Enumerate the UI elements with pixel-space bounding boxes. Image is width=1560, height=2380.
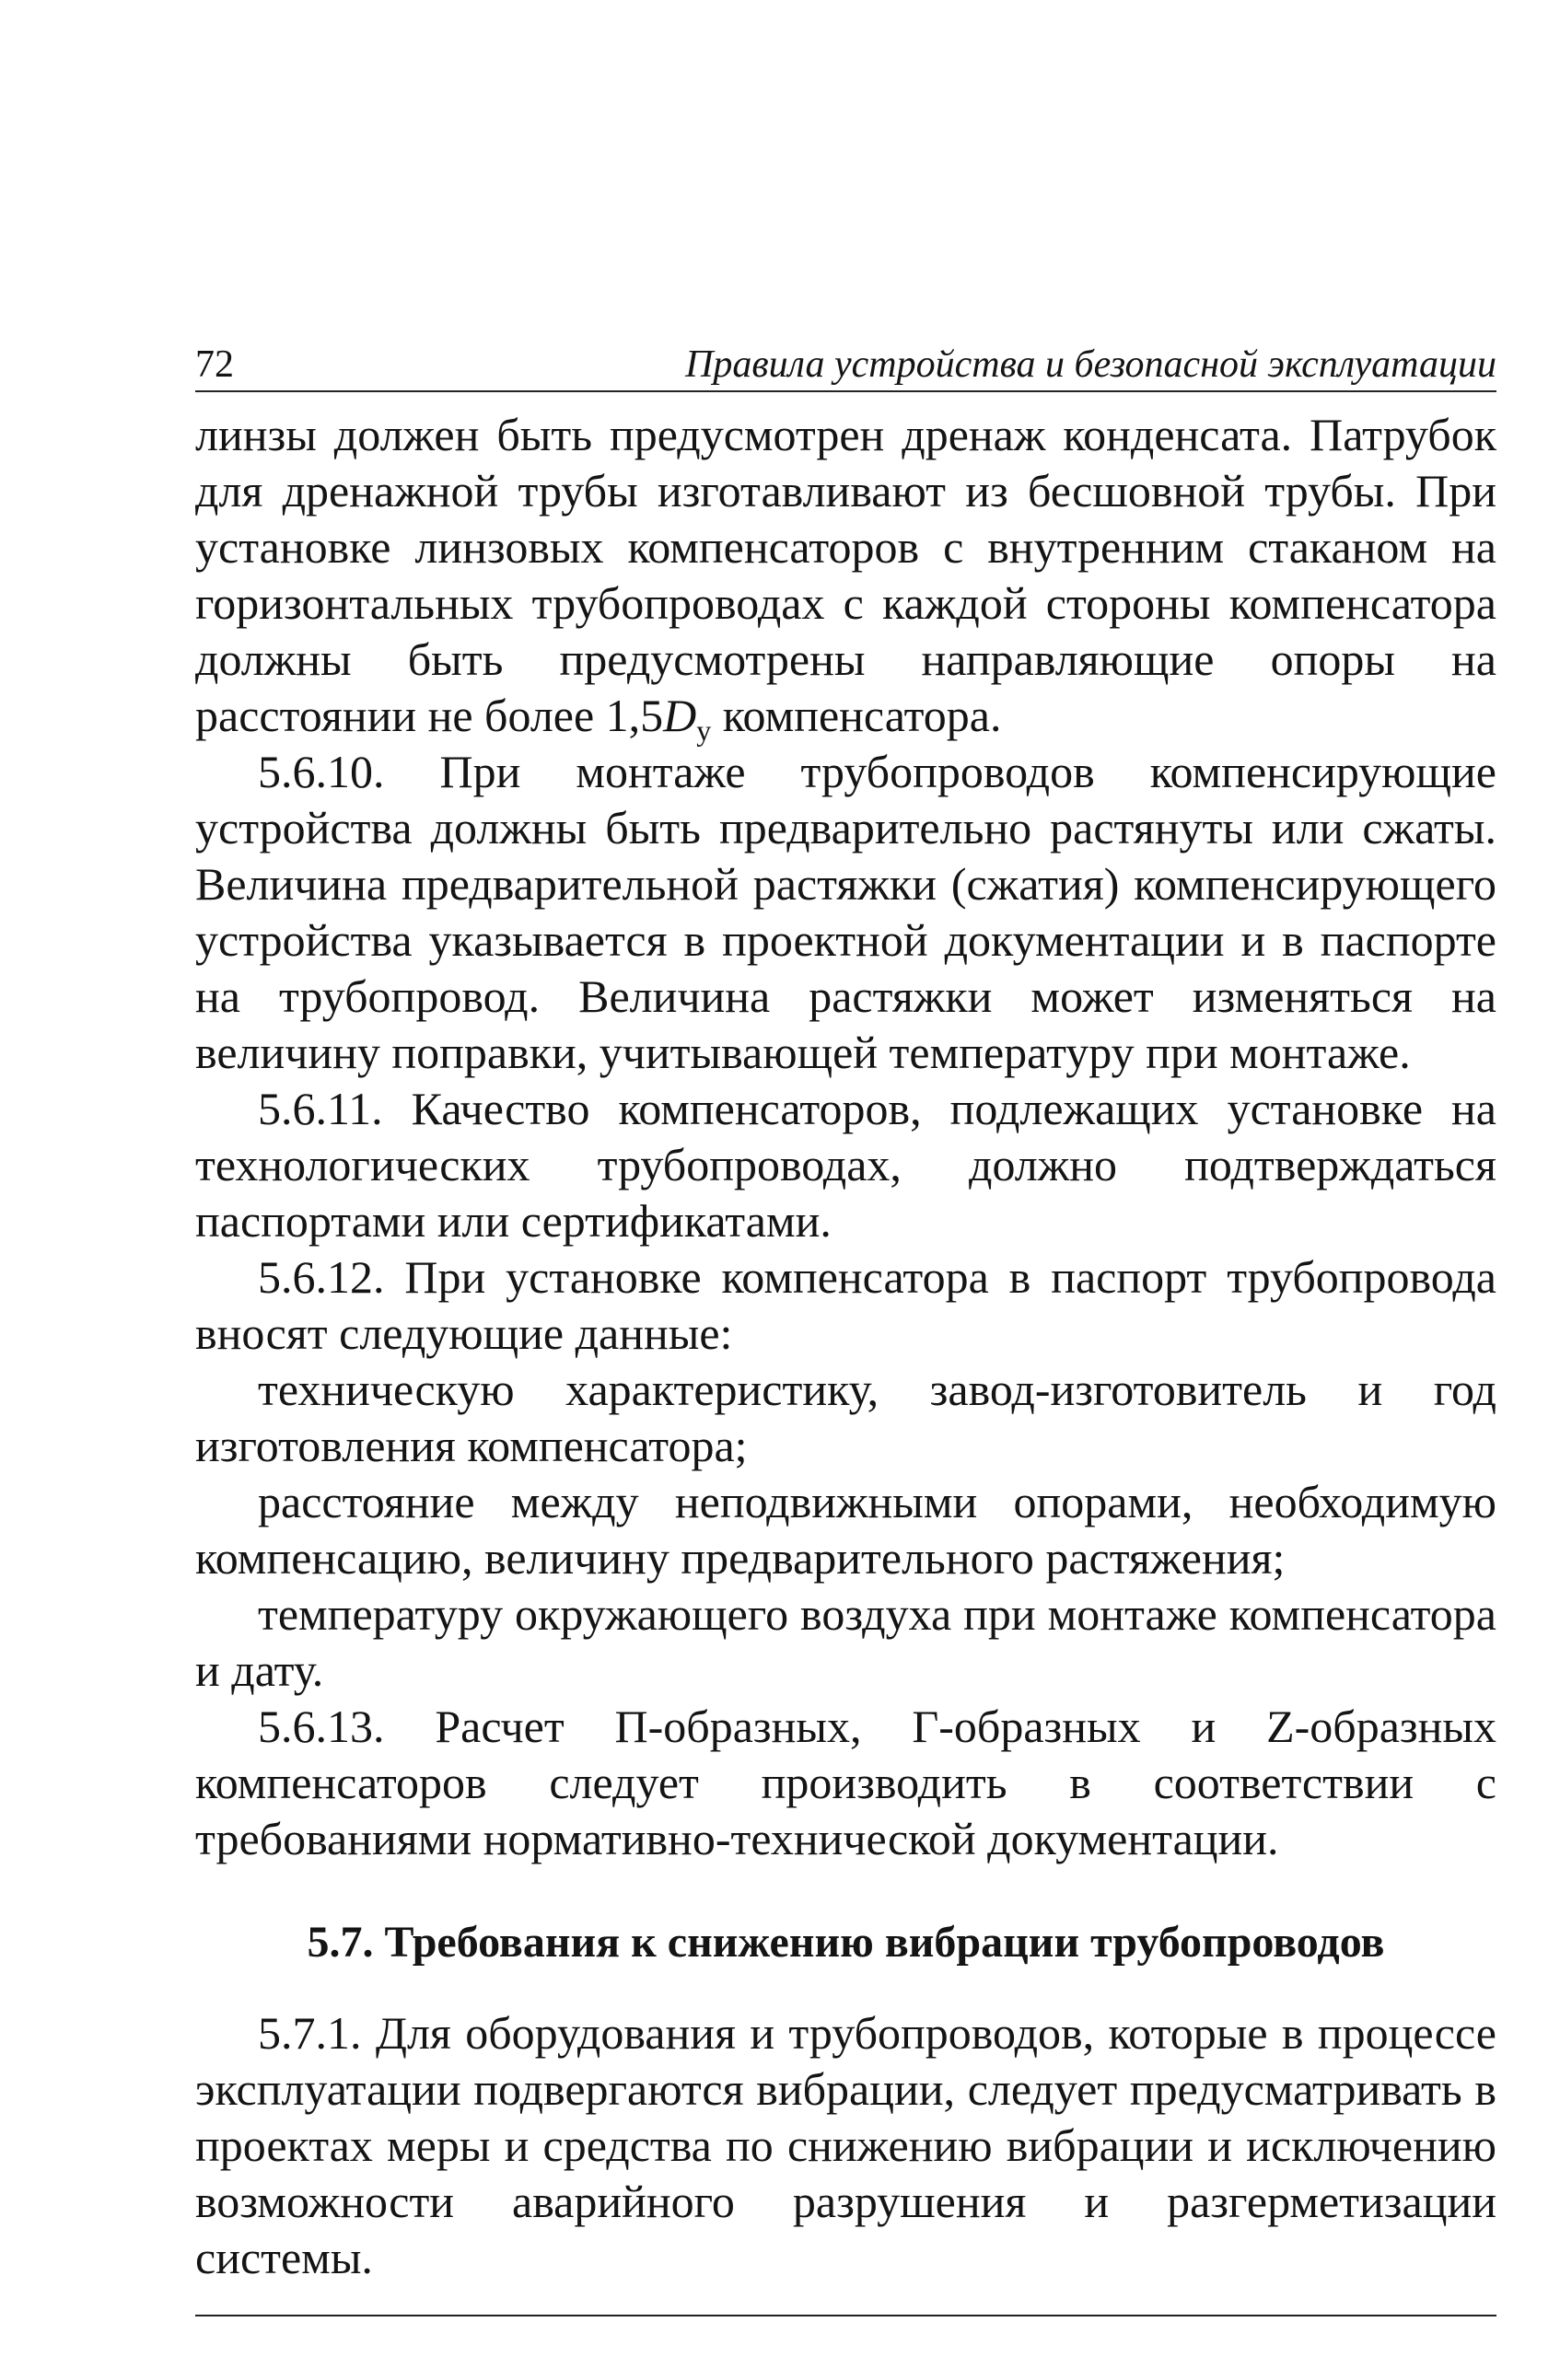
paragraph-5-6-10: 5.6.10. При монтаже трубопроводов компенсирующие устройства должны быть предварительно растянуты или сжаты. Величина предварительной растяжки (сжатия) компенсирующего устройства указывается в проектной документации и в паспорте на трубопровод. Величина растяжки может изменяться на величину поправки, учитывающей температуру при монтаже. xyxy=(195,746,1496,1078)
paragraph-text-end: компенсатора. xyxy=(711,690,1002,741)
document-page xyxy=(195,342,1496,2286)
paragraph-5-7-1: 5.7.1. Для оборудования и трубопроводов, которые в процессе эксплуатации подвергаются вибрации, следует предусматривать в проектах меры и средства по снижению вибрации и исключению возможности аварийного разрушения и разгерметизации системы. xyxy=(195,2007,1496,2283)
footer-divider xyxy=(195,2315,1496,2316)
running-header xyxy=(195,342,1496,392)
section-heading: 5.7. Требования к снижению вибрации трубопроводов xyxy=(307,1918,1385,1967)
paragraph-5-6-13: 5.6.13. Расчет П-образных, Г-образных и Z-образных компенсаторов следует производить в соответствии с требованиями нормативно-технической документации. xyxy=(195,1701,1496,1864)
paragraph-5-6-12: 5.6.12. При установке компенсатора в паспорт трубопровода вносят следующие данные: xyxy=(195,1251,1496,1359)
paragraph-5-6-11: 5.6.11. Качество компенсаторов, подлежащих установке на технологических трубопроводах, должно подтверждаться паспортами или сертификатами. xyxy=(195,1083,1496,1247)
body-text xyxy=(195,407,1496,2286)
list-item-characteristics: техническую характеристику, завод-изготовитель и год изготовления компенсатора; xyxy=(195,1364,1496,1471)
paragraph-continued xyxy=(195,407,1496,747)
list-item-supports-distance: расстояние между неподвижными опорами, необходимую компенсацию, величину предварительного растяжения; xyxy=(195,1476,1496,1584)
page-number: 72 xyxy=(195,343,234,386)
list-item-temperature: температуру окружающего воздуха при монтаже компенсатора и дату. xyxy=(195,1588,1496,1696)
diameter-symbol: D xyxy=(663,690,697,741)
running-title: Правила устройства и безопасной эксплуатации xyxy=(685,343,1496,386)
diameter-subscript: у xyxy=(696,714,712,747)
paragraph-text: линзы должен быть предусмотрен дренаж конденсата. Патрубок для дренажной трубы изготавливают из бесшовной трубы. При установке линзовых компенсаторов с внутренним стаканом на горизонтальных трубопроводах с каждой стороны компенсатора должны быть предусмотрены направляющие опоры на расстоянии не более 1,5 xyxy=(195,409,1496,741)
